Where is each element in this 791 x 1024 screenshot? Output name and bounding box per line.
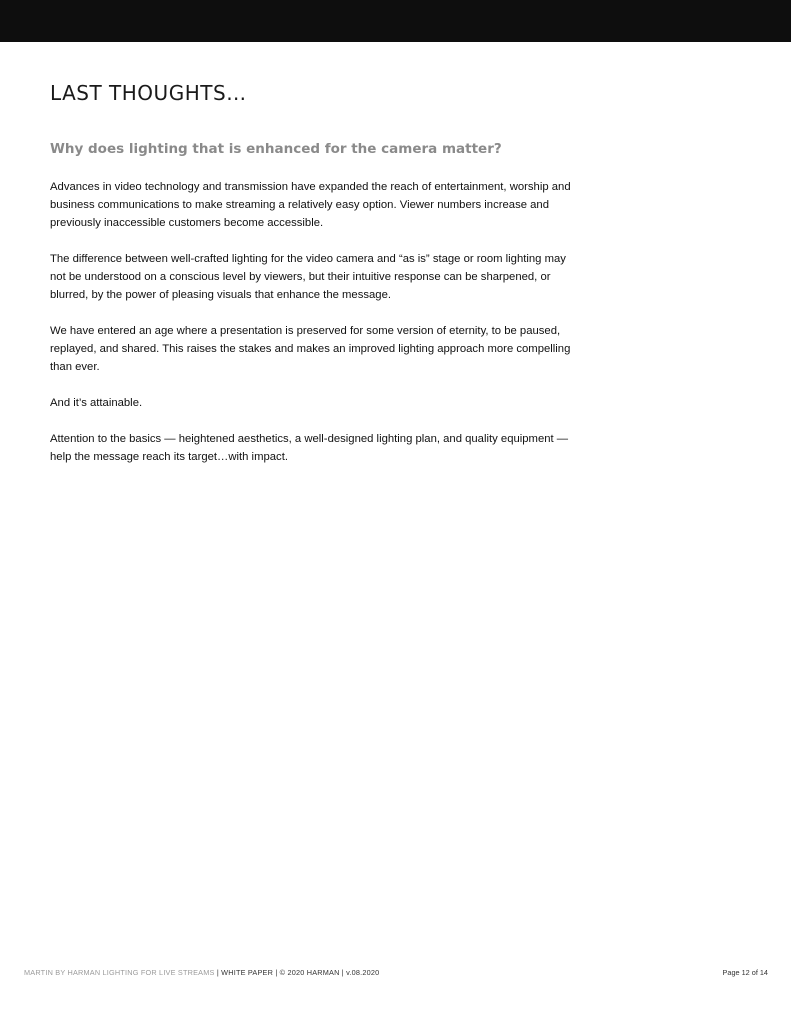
paragraph: We have entered an age where a presentation is preserved for some version of eternity, to be paused, replayed, and shared. This raises the stakes and makes an improved lighting approach more compelling than ever. [50,325,571,373]
footer-separator: | [339,968,347,977]
footer-version: v.08.2020 [346,968,380,977]
paragraph: The difference between well-crafted lighting for the video camera and “as is” stage or room lighting may not be understood on a conscious level by viewers, but their intuitive response can be sharpened, or blurred, by the power of pleasing visuals that enhance the message. [50,253,566,301]
footer-copyright: © 2020 HARMAN [279,968,340,977]
section-subheading: Why does lighting that is enhanced for the camera matter? [50,141,502,157]
footer-doc-type: WHITE PAPER [221,968,274,977]
footer-separator: | [273,968,280,977]
paragraph: And it’s attainable. [50,397,143,409]
paragraph: Attention to the basics — heightened aesthetics, a well-designed lighting plan, and quality equipment — help the message reach its target…with impact. [50,433,569,463]
footer-document-info [24,968,379,977]
footer-page-number: Page 12 of 14 [722,968,768,977]
footer-separator: | [214,968,222,977]
top-header-band [0,0,791,42]
paragraph: Advances in video technology and transmission have expanded the reach of entertainment, worship and business communications to make streaming a relatively easy option. Viewer numbers increase and previously inaccessible customers become accessible. [50,181,571,229]
body-text [50,178,582,484]
footer-doc-name: MARTIN BY HARMAN LIGHTING FOR LIVE STREAMS [24,968,215,977]
page-title: LAST THOUGHTS… [50,81,247,105]
